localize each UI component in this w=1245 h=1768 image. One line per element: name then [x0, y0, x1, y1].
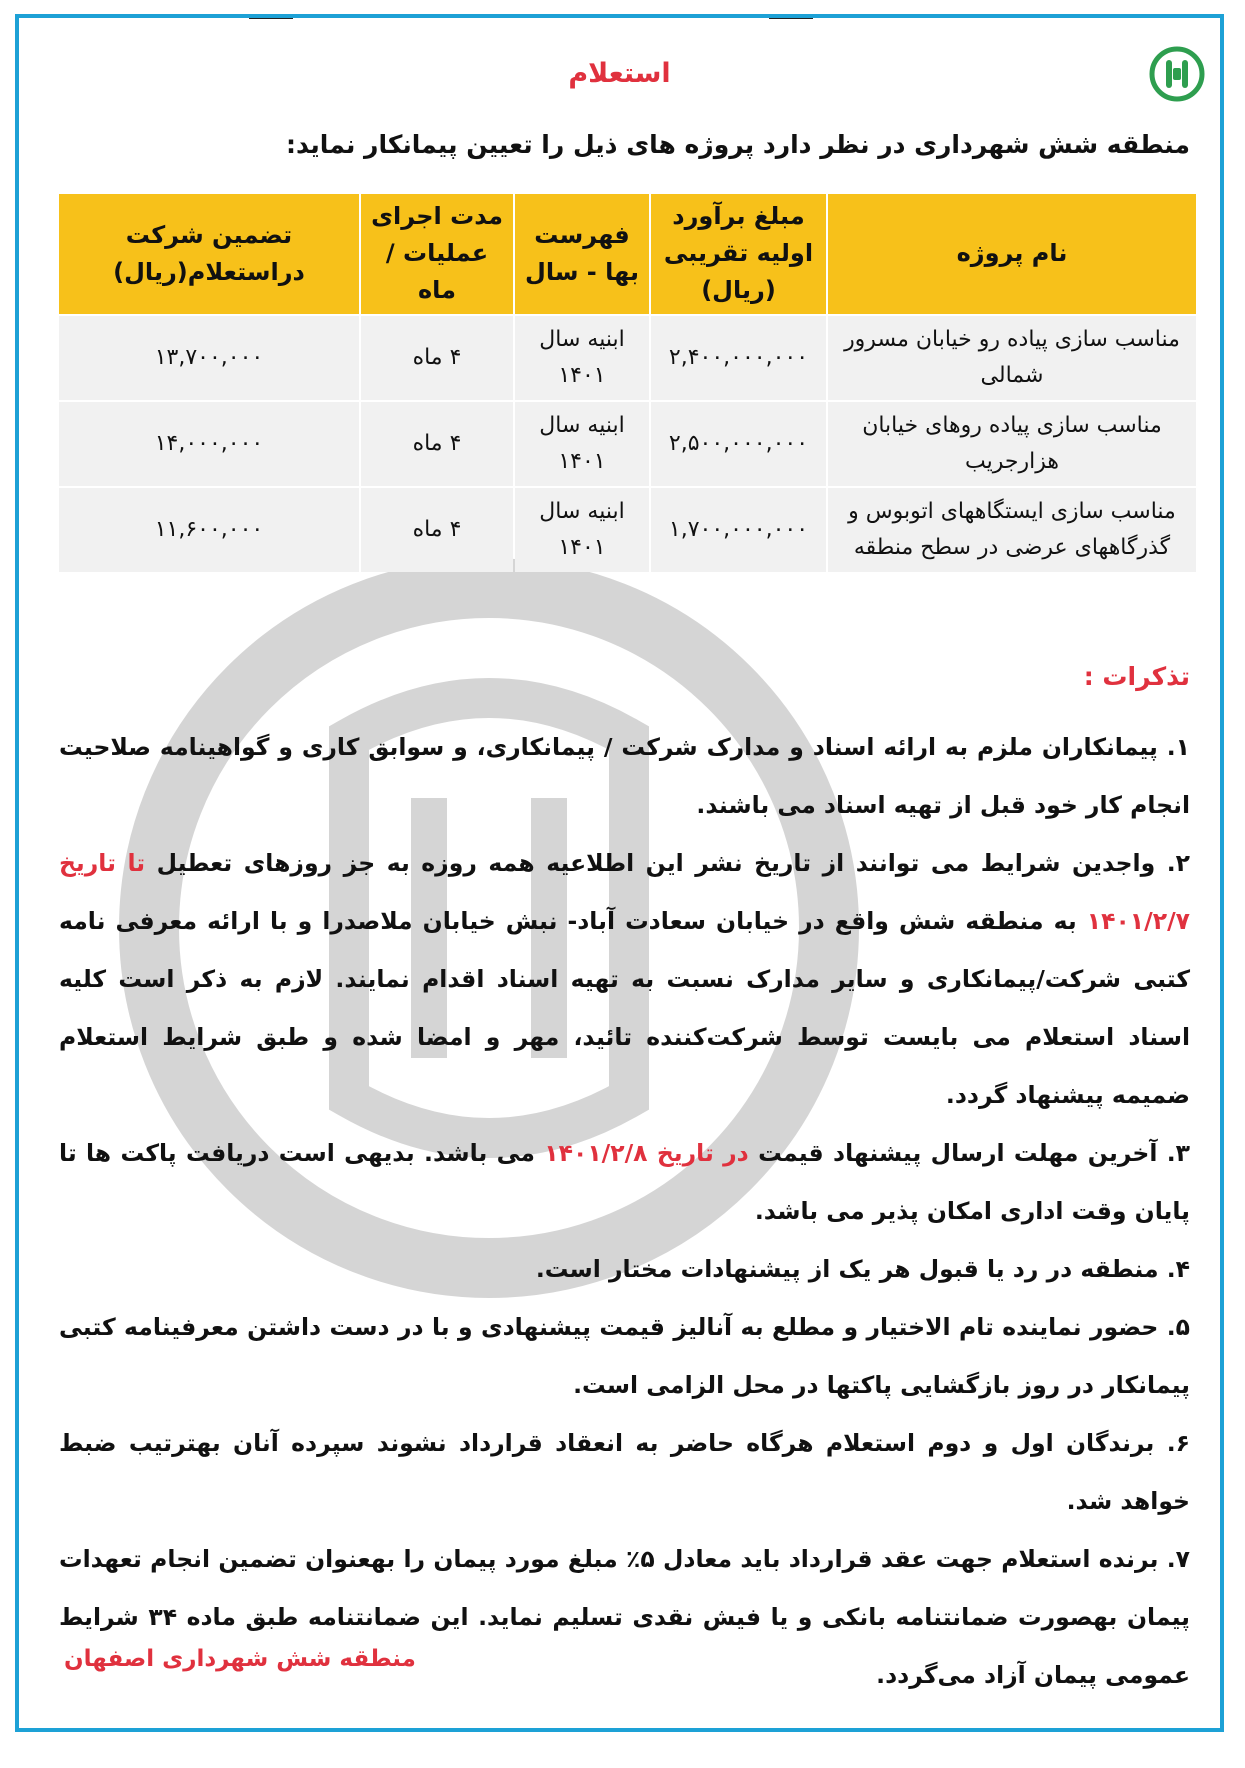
note-2-text-a: ۲. واجدین شرایط می توانند از تاریخ نشر این اطلاعیه همه روزه به جز روزهای تعطیل [156, 849, 1190, 877]
table-header-row [59, 194, 1196, 314]
notes-title: تذکرات : [1083, 662, 1190, 691]
note-4: ۴. منطقه در رد یا قبول هر یک از پیشنهادات مختار است. [535, 1255, 1190, 1283]
frame-tab-right [769, 14, 813, 19]
cell-guarantee: ۱۱,۶۰۰,۰۰۰ [59, 488, 359, 572]
table-row [59, 316, 1196, 400]
cell-guarantee: ۱۳,۷۰۰,۰۰۰ [59, 316, 359, 400]
header-duration: مدت اجرای عملیات /ماه [361, 194, 513, 314]
cell-duration: ۴ ماه [361, 488, 513, 572]
cell-duration: ۴ ماه [361, 316, 513, 400]
cell-pricelist: ابنیه سال ۱۴۰۱ [515, 316, 649, 400]
note-2 [59, 834, 1190, 1124]
header-project-name: نام پروژه [828, 194, 1196, 314]
cell-duration: ۴ ماه [361, 402, 513, 486]
note-5: ۵. حضور نماینده تام الاختیار و مطلع به آنالیز قیمت پیشنهادی و با در دست داشتن معرفینامه کتبی پیمانکار در روز بازگشایی پاکتها در محل الزامی است. [59, 1313, 1190, 1399]
footer-signature: منطقه شش شهرداری اصفهان [64, 1646, 416, 1672]
note-3-text-b: می باشد. بدیهی است دریافت پاکت ها تا پایان وقت اداری امکان پذیر می باشد. [59, 1139, 1190, 1225]
advertisement-frame [15, 14, 1224, 1732]
note-3-text-a: ۳. آخرین مهلت ارسال پیشنهاد قیمت [758, 1139, 1190, 1167]
intro-text: منطقه شش شهرداری در نظر دارد پروژه های ذیل را تعیین پیمانکار نماید: [285, 130, 1190, 159]
frame-tab-left [249, 14, 293, 19]
notes-list [59, 718, 1190, 1704]
note-6: ۶. برندگان اول و دوم استعلام هرگاه حاضر به انعقاد قرارداد نشوند سپرده آنان بهترتیب ضبط خواهد شد. [59, 1429, 1190, 1515]
note-3-deadline: در تاریخ ۱۴۰۱/۲/۸ [544, 1139, 749, 1167]
header-pricelist: فهرست بها - سال [515, 194, 649, 314]
note-1: ۱. پیمانکاران ملزم به ارائه اسناد و مدارک شرکت / پیمانکاری، و سوابق کاری و گواهینامه صلاحیت انجام کار خود قبل از تهیه اسناد می باشند. [59, 733, 1190, 819]
projects-table [57, 192, 1198, 574]
note-7: ۷. برنده استعلام جهت عقد قرارداد باید معادل ۵٪ مبلغ مورد پیمان را بهعنوان تضمین انجام تعهدات پیمان بهصورت ضمانتنامه بانکی و یا فیش نقدی تسلیم نماید. این ضمانتنامه طبق ماده ۳۴ شرایط عمومی پیمان آزاد می‌گردد. [59, 1545, 1190, 1689]
header-guarantee: تضمین شرکت دراستعلام(ریال) [59, 194, 359, 314]
cell-estimate: ۲,۵۰۰,۰۰۰,۰۰۰ [651, 402, 826, 486]
table-row [59, 402, 1196, 486]
cell-estimate: ۲,۴۰۰,۰۰۰,۰۰۰ [651, 316, 826, 400]
cell-project-name: مناسب سازی پیاده روهای خیابان هزارجریب [828, 402, 1196, 486]
note-2-text-b: به منطقه شش واقع در خیابان سعادت آباد- نبش خیابان ملاصدرا و با ارائه معرفی نامه کتبی شرکت/پیمانکاری و سایر مدارک نسبت به تهیه اسناد اقدام نمایند. لازم به ذکر است کلیه اسناد استعلام می بایست توسط شرکت‌کننده تائید، مهر و امضا شده و طبق شرایط استعلام ضمیمه پیشنهاد گردد. [59, 907, 1190, 1109]
header-estimate: مبلغ برآورد اولیه تقریبی (ریال) [651, 194, 826, 314]
note-3 [59, 1124, 1190, 1240]
note-2-deadline: تا تاریخ ۱۴۰۱/۲/۷ [59, 849, 1191, 935]
cell-estimate: ۱,۷۰۰,۰۰۰,۰۰۰ [651, 488, 826, 572]
cell-project-name: مناسب سازی پیاده رو خیابان مسرور شمالی [828, 316, 1196, 400]
cell-guarantee: ۱۴,۰۰۰,۰۰۰ [59, 402, 359, 486]
page-title: استعلام [568, 58, 671, 89]
cell-project-name: مناسب سازی ایستگاههای اتوبوس و گذرگاههای عرضی در سطح منطقه [828, 488, 1196, 572]
cell-pricelist: ابنیه سال ۱۴۰۱ [515, 402, 649, 486]
cell-pricelist: ابنیه سال ۱۴۰۱ [515, 488, 649, 572]
table-row [59, 488, 1196, 572]
